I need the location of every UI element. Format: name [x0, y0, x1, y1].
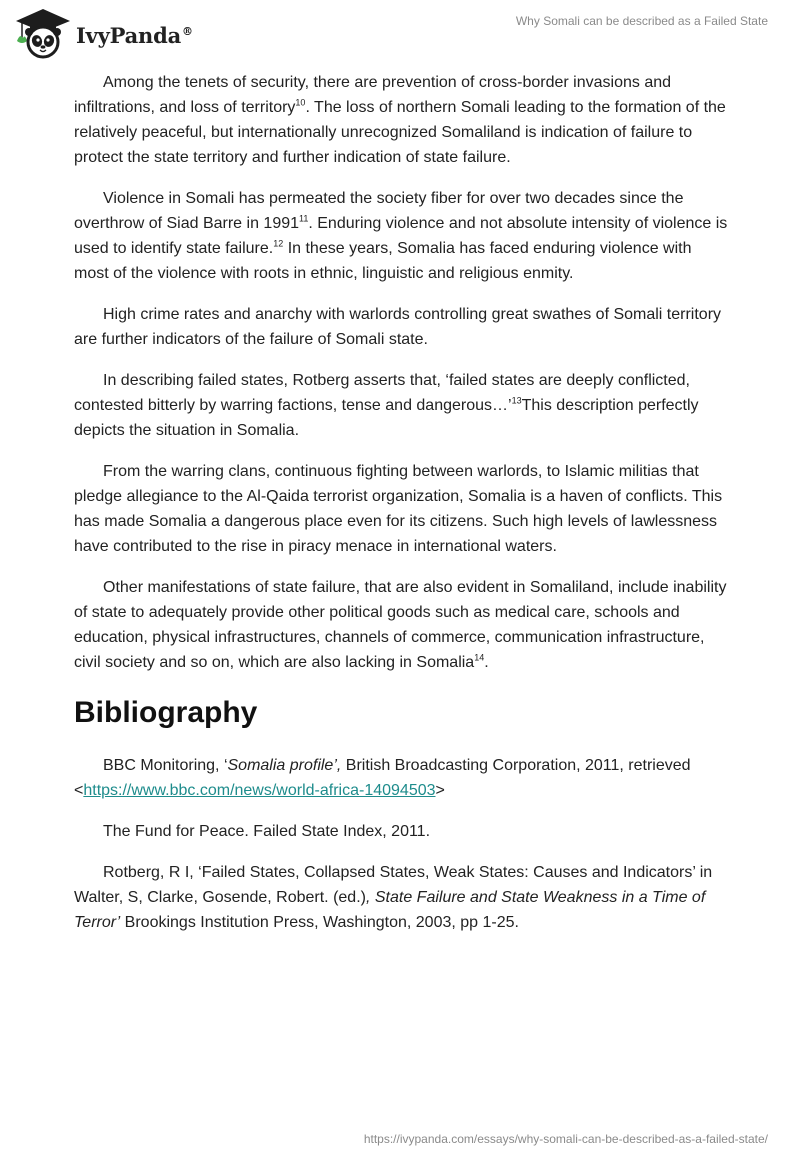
footnote-ref: 14	[474, 652, 485, 663]
paragraph-violence: Violence in Somali has permeated the society fiber for over two decades since the overthrow of Siad Barre in 1991$^{11}$. Enduring violence and not absolute intensity of violence is used to identify state failure.$^{12}$ In these years, Somalia has faced enduring violence with most of the violence with roots in ethnic, linguistic and religious enmity.	[74, 190, 728, 282]
bibliography-entry-bbc: BBC Monitoring, ‘Somalia profile’, British Broadcasting Corporation, 2011, retrieved <https://www.bbc.com/news/world-africa-14094503>	[74, 757, 691, 799]
panda-graduate-icon	[14, 7, 72, 59]
bibliography-entry-fund-for-peace: The Fund for Peace. Failed State Index, 2011.	[103, 823, 431, 840]
document-title: Why Somali can be described as a Failed State	[515, 14, 768, 28]
paragraph-rotberg: In describing failed states, Rotberg asserts that, ‘failed states are deeply conflicted, contested bitterly by warring factions, tense and dangerous…’$^{13}$This description perfectly depicts the situation in Somalia.	[74, 372, 699, 439]
paragraph-conflicts: From the warring clans, continuous fighting between warlords, to Islamic militias that pledge allegiance to the Al-Qaida terrorist organization, Somalia is a haven of conflicts. This has made Somalia a dangerous place even for its citizens. Such high levels of lawlessness have contributed to the rise in piracy menace in international waters.	[74, 463, 723, 555]
page-header	[0, 0, 800, 64]
footnote-ref: 13	[511, 395, 522, 406]
footnote-ref: 12	[273, 238, 284, 249]
footnote-ref: 11	[299, 213, 309, 224]
logo-wordmark: IvyPanda®	[76, 22, 193, 48]
bibliography-entry-rotberg: Rotberg, R I, ‘Failed States, Collapsed States, Weak States: Causes and Indicators’ in Walter, S, Clarke, Gosende, Robert. (ed.), State Failure and State Weakness in a Time of Terror’ Brookings Institution Press, Washington, 2003, pp 1-25.	[74, 864, 713, 931]
footnote-ref: 10	[295, 97, 306, 108]
paragraph-territory: Among the tenets of security, there are prevention of cross-border invasions and infiltrations, and loss of territory$^{10}$. The loss of northern Somali leading to the formation of the relatively peaceful, but internationally unrecognized Somaliland is indication of failure to protect the state territory and further indication of state failure.	[74, 74, 726, 166]
paragraph-manifestations: Other manifestations of state failure, that are also evident in Somaliland, include inability of state to adequately provide other political goods such as medical care, schools and education, physical infrastructures, channels of commerce, communication infrastructure, civil society and so on, which are also lacking in Somalia$^{14}$.	[74, 579, 727, 671]
bibliography-heading: Bibliography	[74, 696, 258, 729]
bbc-source-link[interactable]: https://www.bbc.com/news/world-africa-14094503	[83, 782, 436, 799]
essay-body	[74, 70, 730, 951]
paragraph-crime: High crime rates and anarchy with warlords controlling great swathes of Somali territory are further indicators of the failure of Somali state.	[74, 306, 722, 348]
ivypanda-logo[interactable]	[14, 7, 193, 59]
page-source-url: https://ivypanda.com/essays/why-somali-can-be-described-as-a-failed-state/	[363, 1132, 768, 1146]
